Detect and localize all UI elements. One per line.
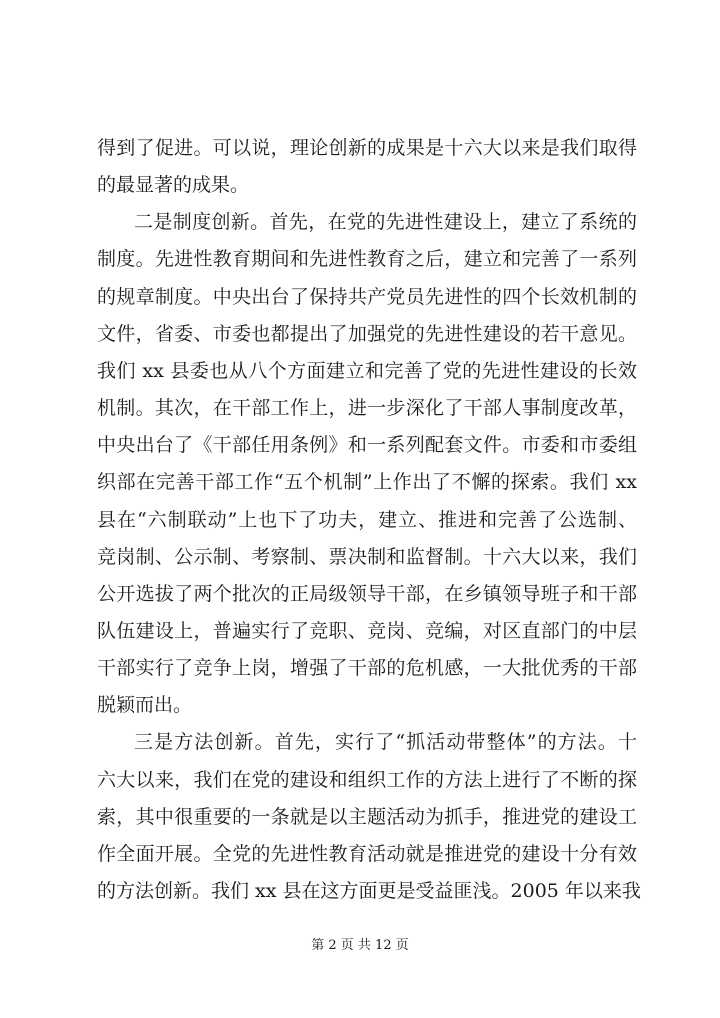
text-line: 队伍建设上，普遍实行了竞职、竞岗、竞编，对区直部门的中层 bbox=[97, 619, 637, 642]
text-line: 脱颖而出。 bbox=[97, 694, 193, 717]
text-line: 竞岗制、公示制、考察制、票决制和监督制。十六大以来，我们 bbox=[97, 545, 637, 568]
text-line: 得到了促进。可以说，理论创新的成果是十六大以来是我们取得 bbox=[97, 137, 637, 159]
text-line: 三是方法创新。首先，实行了“抓活动带整体”的方法。十 bbox=[134, 731, 637, 754]
text-line: 的最显著的成果。 bbox=[97, 174, 250, 197]
text-line: 六大以来，我们在党的建设和组织工作的方法上进行了不断的探 bbox=[97, 768, 637, 791]
text-line: 县在“六制联动”上也下了功夫，建立、推进和完善了公选制、 bbox=[97, 508, 637, 531]
text-line: 的规章制度。中央出台了保持共产党员先进性的四个长效机制的 bbox=[97, 285, 637, 308]
text-line: 制度。先进性教育期间和先进性教育之后，建立和完善了一系列 bbox=[97, 248, 637, 271]
text-line: 文件，省委、市委也都提出了加强党的先进性建设的若干意见。 bbox=[97, 322, 637, 345]
text-line: 索，其中很重要的一条就是以主题活动为抓手，推进党的建设工 bbox=[97, 805, 637, 828]
text-line: 公开选拔了两个批次的正局级领导干部，在乡镇领导班子和干部 bbox=[97, 582, 637, 605]
text-line: 作全面开展。全党的先进性教育活动就是推进党的建设十分有效 bbox=[97, 842, 637, 865]
text-line: 我们 xx 县委也从八个方面建立和完善了党的先进性建设的长效 bbox=[97, 359, 637, 382]
text-line: 机制。其次，在干部工作上，进一步深化了干部人事制度改革， bbox=[97, 397, 637, 420]
text-line: 中央出台了《干部任用条例》和一系列配套文件。市委和市委组 bbox=[97, 434, 637, 457]
page-footer: 第 2 页 共 12 页 bbox=[311, 938, 409, 953]
text-line: 干部实行了竞争上岗，增强了干部的危机感，一大批优秀的干部 bbox=[97, 657, 637, 680]
text-line: 的方法创新。我们 xx 县在这方面更是受益匪浅。2005 年以来我 bbox=[97, 880, 641, 902]
text-line: 织部在完善干部工作“五个机制”上作出了不懈的探索。我们 xx bbox=[97, 471, 637, 494]
text-line: 二是制度创新。首先，在党的先进性建设上，建立了系统的 bbox=[134, 211, 637, 234]
